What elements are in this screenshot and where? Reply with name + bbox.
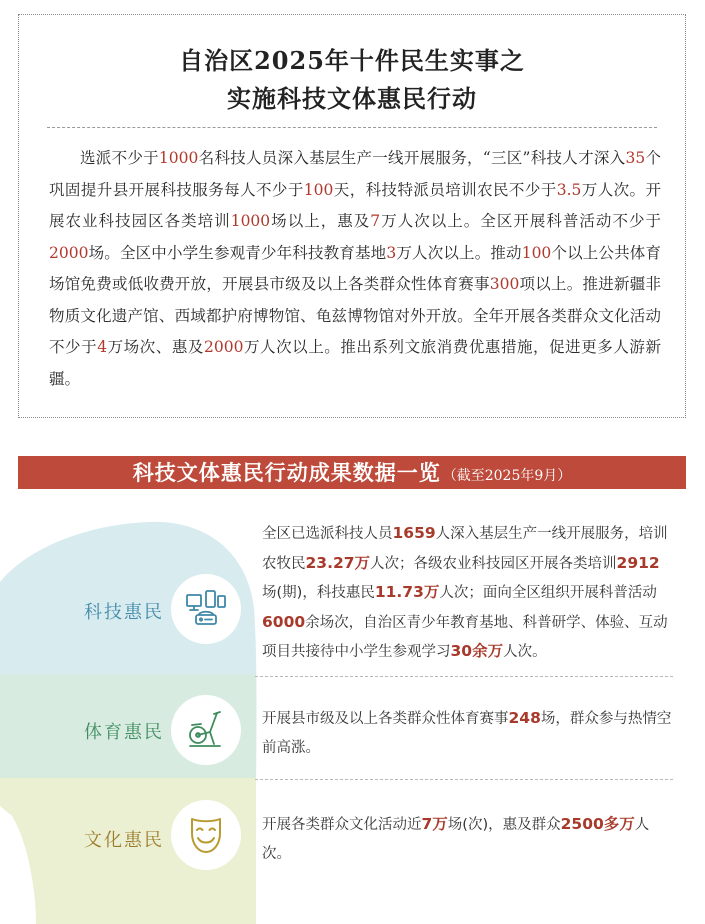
- section-text-culture: [262, 810, 674, 868]
- text-run: 万人次以上。全区开展科普活动不少于: [380, 212, 661, 230]
- banner-title: 科技文体惠民行动成果数据一览: [132, 460, 441, 485]
- text-run: 名科技人员深入基层生产一线开展服务，“三区”科技人才深入: [198, 149, 626, 167]
- highlight-number: 11.73万: [374, 583, 440, 601]
- highlight-number: 2000: [49, 243, 89, 262]
- text-run: 场以上，惠及: [270, 212, 371, 230]
- highlight-number: 3: [386, 243, 397, 262]
- section-label-tech: 科技惠民: [84, 602, 164, 623]
- tech-devices-icon: [184, 587, 228, 631]
- text-run: 场(次)，惠及群众: [447, 817, 561, 833]
- exercise-bike-icon: [184, 708, 228, 752]
- highlight-number: 7: [370, 212, 381, 230]
- text-run: 人次；各级农业科技园区开展各类培训: [370, 555, 617, 572]
- intro-title-line1: 自治区2025年十件民生实事之: [179, 46, 525, 75]
- highlight-number: 2500多万: [560, 815, 635, 833]
- text-run: 人深入基层生产一线开展服务，培训农牧民: [262, 526, 668, 572]
- text-run: 万人次以上。推出系列文旅消费优惠措施，促进更多人游新疆。: [49, 338, 661, 388]
- highlight-number: 100: [521, 243, 552, 262]
- text-run: 场。全区中小学生参观青少年科技教育基地: [88, 243, 387, 262]
- highlight-number: 30余万: [450, 642, 504, 660]
- text-run: 万场次、惠及: [107, 338, 204, 356]
- highlight-number: 2912: [616, 553, 660, 572]
- text-run: 场，群众参与热情空前高涨。: [262, 711, 672, 756]
- highlight-number: 300: [489, 275, 520, 293]
- intro-paragraph: [49, 143, 661, 395]
- section-label-sports: 体育惠民: [84, 722, 164, 743]
- highlight-number: 3.5: [556, 180, 582, 199]
- section-divider-2: [255, 779, 673, 780]
- text-run: 选派不少于: [80, 149, 159, 167]
- text-run: 人次。: [262, 817, 650, 862]
- highlight-number: 2000: [203, 338, 244, 356]
- title-divider: [47, 127, 657, 128]
- text-run: 余场次，自治区青少年教育基地、科普研学、体验、互动项目共接待中小学生参观学习: [262, 614, 668, 660]
- highlight-number: 1000: [158, 149, 199, 167]
- highlight-number: 1659: [392, 524, 436, 542]
- highlight-number: 248: [508, 709, 541, 727]
- section-text-sports: [262, 704, 674, 762]
- highlight-number: 7万: [421, 815, 448, 833]
- theater-mask-icon: [184, 813, 228, 857]
- culture-icon-circle: [171, 800, 241, 870]
- highlight-number: 4: [97, 338, 108, 356]
- highlight-number: 23.27万: [305, 553, 371, 572]
- text-run: 场(期)，科技惠民: [262, 585, 375, 601]
- text-run: 开展县市级及以上各类群众性体育赛事: [262, 711, 509, 727]
- section-text-tech: [262, 519, 674, 667]
- text-run: 万人次以上。推动: [396, 243, 522, 262]
- text-run: 个以上公共体育场馆免费或低收费开放，开展县市级及以上各类群众性体育赛事: [49, 243, 661, 293]
- text-run: 开展各类群众文化活动近: [262, 817, 422, 833]
- text-run: 天，科技特派员培训农民不少于: [333, 180, 557, 199]
- section-divider-1: [255, 676, 673, 677]
- sports-icon-circle: [171, 695, 241, 765]
- intro-title-line2: 实施科技文体惠民行动: [227, 84, 477, 113]
- results-banner: [18, 456, 686, 489]
- intro-box: [18, 14, 686, 418]
- highlight-number: 100: [303, 180, 334, 199]
- text-run: 万人次。开展农业科技园区各类培训: [49, 180, 661, 230]
- highlight-number: 6000: [262, 612, 306, 631]
- text-run: 全区已选派科技人员: [262, 526, 393, 542]
- text-run: 个巩固提升县开展科技服务每人不少于: [49, 149, 661, 199]
- text-run: 人次；面向全区组织开展科普活动: [439, 585, 657, 601]
- section-label-culture: 文化惠民: [84, 830, 164, 851]
- tech-icon-circle: [171, 574, 241, 644]
- text-run: 项以上。推进新疆非物质文化遗产馆、西域都护府博物馆、龟兹博物馆对外开放。全年开展各类群众文化活动不少于: [49, 275, 661, 356]
- highlight-number: 35: [625, 149, 646, 167]
- text-run: 人次。: [503, 644, 547, 660]
- banner-subtitle: （截至2025年9月）: [442, 468, 572, 484]
- highlight-number: 1000: [230, 212, 271, 230]
